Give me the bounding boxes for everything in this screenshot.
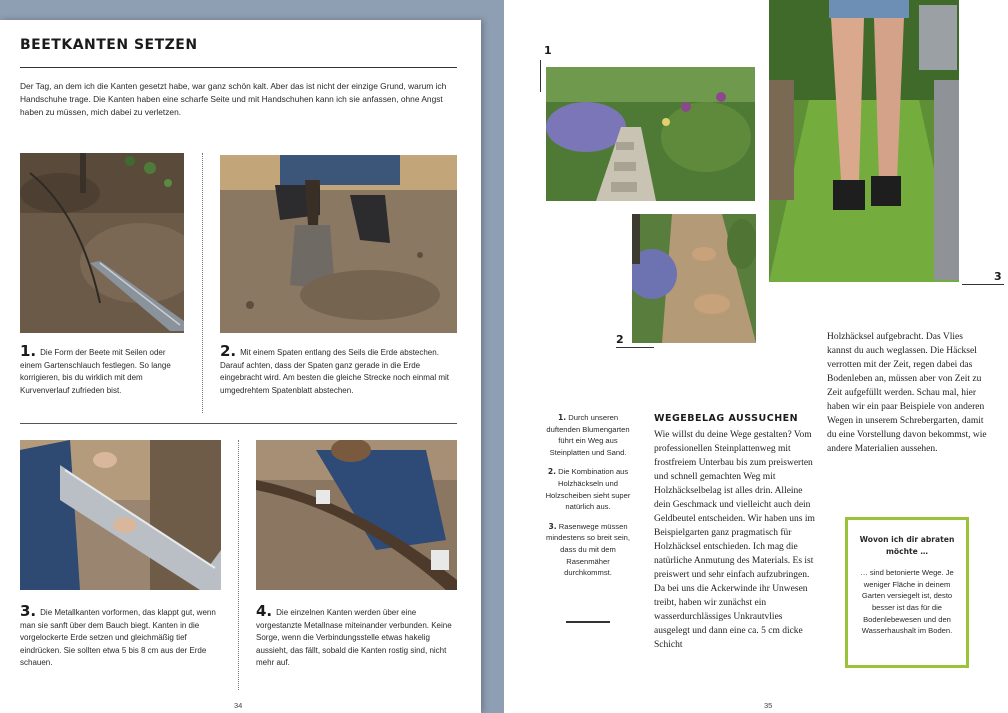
row-separator	[20, 423, 457, 424]
step-number: 1.	[20, 342, 37, 360]
photo-label-line	[540, 60, 541, 92]
caption-number: 1.	[557, 413, 567, 422]
caption-number: 3.	[548, 521, 557, 531]
photo-stone-path	[546, 67, 755, 201]
body-column-2: Holzhäcksel aufgebracht. Das Vlies kannst du auch weglassen. Die Häcksel verrotten mit der Zeit, regen dabei das Bodenleben an, müssen aber von Zeit zu Zeit aufgefüllt werden. Schau mal, hier haben wir ein paar Beispiele von anderen Wegen in unserem Schrebergarten, damit du eine Vorstellung davon bekommst, wie andere Materialien aussehen.	[827, 332, 987, 454]
tip-box	[845, 517, 969, 668]
caption-3	[542, 521, 634, 579]
step-text: Mit einem Spaten entlang des Seils die Erde abstechen. Darauf achten, dass der Spaten ganz gerade in die Erde eingebracht wird. Am besten die gleiche Strecke noch einmal mit umgedrehtem Spatenblatt abstechen.	[220, 348, 450, 395]
step-text: Die Metallkanten vorformen, das klappt gut, wenn man sie sanft über dem Bauch biegt. Kanten in die vorgelockerte Erde setzen und gleichmäßig tief eindrücken. Sie sollten etwa 5 bis 8 cm aus der Erde schauen.	[20, 608, 216, 667]
page-number-left: 34	[234, 701, 243, 710]
tip-title: Wovon ich dir abraten möchte …	[859, 535, 955, 556]
caption-text: Durch unseren duftenden Blumengarten führt ein Weg aus Steinplatten und Sand.	[546, 413, 630, 457]
page-number-right: 35	[764, 701, 773, 710]
photo-captions	[542, 412, 634, 587]
photo-label-line	[962, 284, 1004, 285]
caption-rule	[566, 621, 610, 623]
caption-text: Die Kombination aus Holzhäckseln und Holzscheiben sieht super natürlich aus.	[545, 467, 631, 512]
step-1	[20, 342, 186, 397]
caption-1	[542, 412, 634, 458]
intro-text: Der Tag, an dem ich die Kanten gesetzt habe, war ganz schön kalt. Aber das ist nicht der einzige Grund, warum ich Handschuhe trage. Die Kanten haben eine scharfe Seite und mit Handschuhen kann ich sie anfassen, ohne Angst haben zu müssen, mich dabei zu verletzen.	[20, 81, 447, 117]
photo-step-1	[20, 153, 184, 333]
step-2	[220, 342, 457, 397]
step-text: Die Form der Beete mit Seilen oder einem Gartenschlauch festlegen. So lange korrigieren, bis du wirklich mit dem Kurvenverlauf zufrieden bist.	[20, 348, 171, 395]
title-rule	[20, 67, 457, 68]
photo-grass-path	[769, 0, 959, 282]
photo-label-2: 2	[616, 333, 624, 346]
photo-woodchip-path	[632, 214, 756, 343]
caption-2	[542, 466, 634, 512]
step-3	[20, 602, 222, 670]
step-number: 2.	[220, 342, 237, 360]
photo-step-4	[256, 440, 457, 590]
step-4	[256, 602, 458, 670]
photo-label-line	[616, 347, 654, 348]
caption-number: 2.	[547, 467, 556, 477]
step-text: Die einzelnen Kanten werden über eine vorgestanzte Metallnase miteinander verbunden. Keine Sorge, wenn die Verbindungsstelle etwas hakelig aussieht, das fällt, sobald die Kanten rostig sind, nicht mehr auf.	[256, 608, 452, 667]
photo-step-2	[220, 155, 457, 333]
step-number: 3.	[20, 602, 37, 620]
column-separator	[238, 440, 239, 690]
photo-step-3	[20, 440, 221, 590]
tip-text: … sind betonierte Wege. Je weniger Fläche in deinem Garten versiegelt ist, desto besser ist das für die Bodenlebewesen und den Wasserhaushalt im Boden.	[860, 568, 954, 636]
photo-label-3: 3	[994, 270, 1002, 283]
body-column-1: Wie willst du deine Wege gestalten? Vom professionellen Steinplattenweg mit frostfreiem Unterbau bis zum preiswerten und schnell gemachten Weg mit Holzhäckselbelag ist alles drin. Alleine dein Geschmack und vielleicht auch dein Geldbeutel entscheiden. Wir haben uns im Beispielgarten ganz pragmatisch für Holzhäcksel entschieden. Ich mag die natürliche Anmutung des Materials. Es ist preiswert und sehr einfach aufzubringen. Da bei uns die Ackerwinde ihr Unwesen treibt, haben wir zunächst ein wasserdurchlässiges Unkrautvlies ausgelegt und dann eine ca. 5 cm dicke Schicht	[654, 430, 815, 650]
photo-label-1: 1	[544, 44, 552, 57]
section-heading: WEGEBELAG AUSSUCHEN	[654, 413, 799, 424]
page-title: BEETKANTEN SETZEN	[20, 37, 198, 53]
column-separator	[202, 153, 203, 413]
step-number: 4.	[256, 602, 273, 620]
caption-text: Rasenwege müssen mindestens so breit sein, dass du mit dem Rasenmäher durchkommst.	[546, 521, 630, 578]
